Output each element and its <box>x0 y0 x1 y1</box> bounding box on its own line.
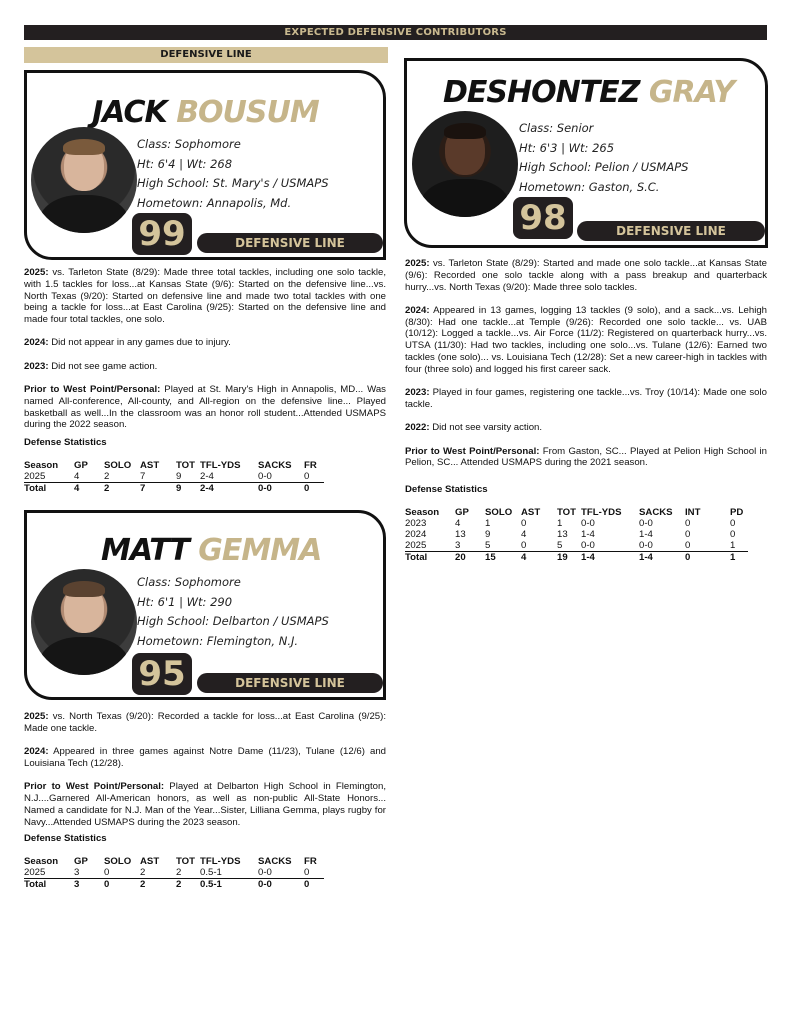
hometown-text: Hometown: Gaston, S.C. <box>519 179 660 194</box>
stats-title: Defense Statistics <box>24 833 107 844</box>
hometown-text: Hometown: Annapolis, Md. <box>137 195 292 210</box>
height-weight-text: Ht: 6'4 | Wt: 268 <box>137 156 233 171</box>
player-info <box>519 119 688 197</box>
player-photo <box>412 111 518 217</box>
player-card-gemma <box>24 510 386 700</box>
jersey-number: 98 <box>513 197 573 239</box>
high-school-text: High School: St. Mary's / USMAPS <box>137 176 329 190</box>
bio-paragraph: Prior to West Point/Personal: Played at St. Mary's High in Annapolis, MD... Was named All-conference, All-county, and All-region on the defensive line... Played basketball as well...In the classroom was an honor roll student...Attended USMAPS during the 2022 season. <box>24 384 386 431</box>
jersey-number: 95 <box>132 653 192 695</box>
bio-paragraph: 2025: vs. Tarleton State (8/29): Made three total tackles, including one solo tackle, with 1.5 tackles for loss...at Kansas State (9/6): Started on the defensive line...vs. North Texas (9/20): Started on defensive line and made two total tackles with one being a tackle for loss...at East Carolina (9/25): Started on the defensive line and made four total tackles, one solo. <box>24 267 386 326</box>
player-name <box>92 95 319 130</box>
stats-total-row: Total 3 0 2 2 0.5-1 0-0 0 <box>24 879 310 890</box>
position-label: DEFENSIVE LINE <box>197 673 383 693</box>
bio-gemma <box>24 711 386 840</box>
stats-header-row: Season GP SOLO AST TOT TFL-YDS SACKS FR <box>24 460 317 471</box>
last-name: GRAY <box>648 75 735 110</box>
stats-title: Defense Statistics <box>405 484 488 495</box>
class-text: Class: Sophomore <box>137 137 241 151</box>
player-card-bousum <box>24 70 386 260</box>
first-name: MATT <box>101 533 189 568</box>
stats-total-row: Total 20 15 4 19 1-4 1-4 0 1 <box>405 552 736 563</box>
stats-table-gray <box>405 507 748 563</box>
hometown-text: Hometown: Flemington, N.J. <box>137 633 299 648</box>
position-label: DEFENSIVE LINE <box>577 221 765 241</box>
player-name <box>443 75 734 110</box>
bio-paragraph: 2023: Played in four games, registering one tackle...vs. Troy (10/14): Made one solo tackle. <box>405 387 767 410</box>
high-school-text: High School: Delbarton / USMAPS <box>137 614 329 628</box>
player-info <box>137 135 329 213</box>
section-header: EXPECTED DEFENSIVE CONTRIBUTORS <box>24 25 767 40</box>
stats-table-gemma <box>24 856 324 890</box>
bio-paragraph: 2025: vs. North Texas (9/20): Recorded a tackle for loss...at East Carolina (9/25): Made one tackle. <box>24 711 386 734</box>
player-photo <box>31 127 137 233</box>
class-text: Class: Senior <box>519 121 594 135</box>
first-name: JACK <box>92 95 167 130</box>
player-photo <box>31 569 137 675</box>
stats-row: 2025 3 5 0 5 0-0 0-0 0 1 <box>405 540 748 552</box>
stats-row: 2023 4 1 0 1 0-0 0-0 0 0 <box>405 518 736 529</box>
last-name: BOUSUM <box>176 95 319 130</box>
first-name: DESHONTEZ <box>443 75 640 110</box>
stats-total-row: Total 4 2 7 9 2-4 0-0 0 <box>24 483 310 494</box>
stats-title: Defense Statistics <box>24 437 107 448</box>
bio-bousum <box>24 267 386 443</box>
position-label: DEFENSIVE LINE <box>197 233 383 253</box>
jersey-number: 99 <box>132 213 192 255</box>
stats-header-row: Season GP SOLO AST TOT TFL-YDS SACKS FR <box>24 856 317 867</box>
stats-header-row: Season GP SOLO AST TOT TFL-YDS SACKS INT PD <box>405 507 744 518</box>
last-name: GEMMA <box>198 533 322 568</box>
player-info <box>137 573 329 651</box>
height-weight-text: Ht: 6'1 | Wt: 290 <box>137 594 233 609</box>
stats-row: 2025 3 0 2 2 0.5-1 0-0 0 <box>24 867 324 879</box>
bio-paragraph: 2024: Appeared in 13 games, logging 13 tackles (9 solo), and a sack...vs. Lehigh (8/30): Had one tackle...at Temple (9/26): Recorded one solo tackle... vs. UAB (10/12): Logged a tackle...vs. Air Force (11/2): Registered on quarterback hurry...vs. UTSA (11/30): Had two tackles, including one solo...vs. Tulane (12/6): Earned two tackles (one solo)... vs. Louisiana Tech (12/28): Set a new career-high in tackles with four (three solo) and logged his first career sack. <box>405 304 767 375</box>
stats-table-bousum <box>24 460 324 494</box>
bio-gray <box>405 258 767 481</box>
bio-paragraph: 2025: vs. Tarleton State (8/29): Started and made one solo tackle...at Kansas State (9/6): Recorded one solo tackle along with a pass breakup and quarterback hurry...vs. North Texas (9/20): Made three solo tackles. <box>405 258 767 293</box>
high-school-text: High School: Pelion / USMAPS <box>519 160 689 174</box>
bio-paragraph: 2024: Appeared in three games against Notre Dame (11/23), Tulane (12/6) and Louisiana Tech (12/28). <box>24 746 386 769</box>
bio-paragraph: 2022: Did not see varsity action. <box>405 422 543 434</box>
position-group-header: DEFENSIVE LINE <box>24 47 388 63</box>
player-card-gray <box>404 58 768 248</box>
bio-paragraph: 2024: Did not appear in any games due to injury. <box>24 337 231 349</box>
class-text: Class: Sophomore <box>137 575 241 589</box>
bio-paragraph: Prior to West Point/Personal: Played at Delbarton High School in Flemington, N.J....Garnered All-American honors, as well as non-public All-State Honors... Named a candidate for N.J. Man of the Year...Sister, Lilliana Gemma, plays rugby for Navy...Attended USMAPS during the 2023 season. <box>24 781 387 828</box>
height-weight-text: Ht: 6'3 | Wt: 265 <box>519 140 615 155</box>
bio-paragraph: 2023: Did not see game action. <box>24 360 158 372</box>
stats-row: 2025 4 2 7 9 2-4 0-0 0 <box>24 471 324 483</box>
stats-row: 2024 13 9 4 13 1-4 1-4 0 0 <box>405 529 736 540</box>
player-name <box>101 533 321 568</box>
bio-paragraph: Prior to West Point/Personal: From Gaston, SC... Played at Pelion High School in Pelion, SC... Attended USMAPS during the 2021 season. <box>405 445 768 469</box>
